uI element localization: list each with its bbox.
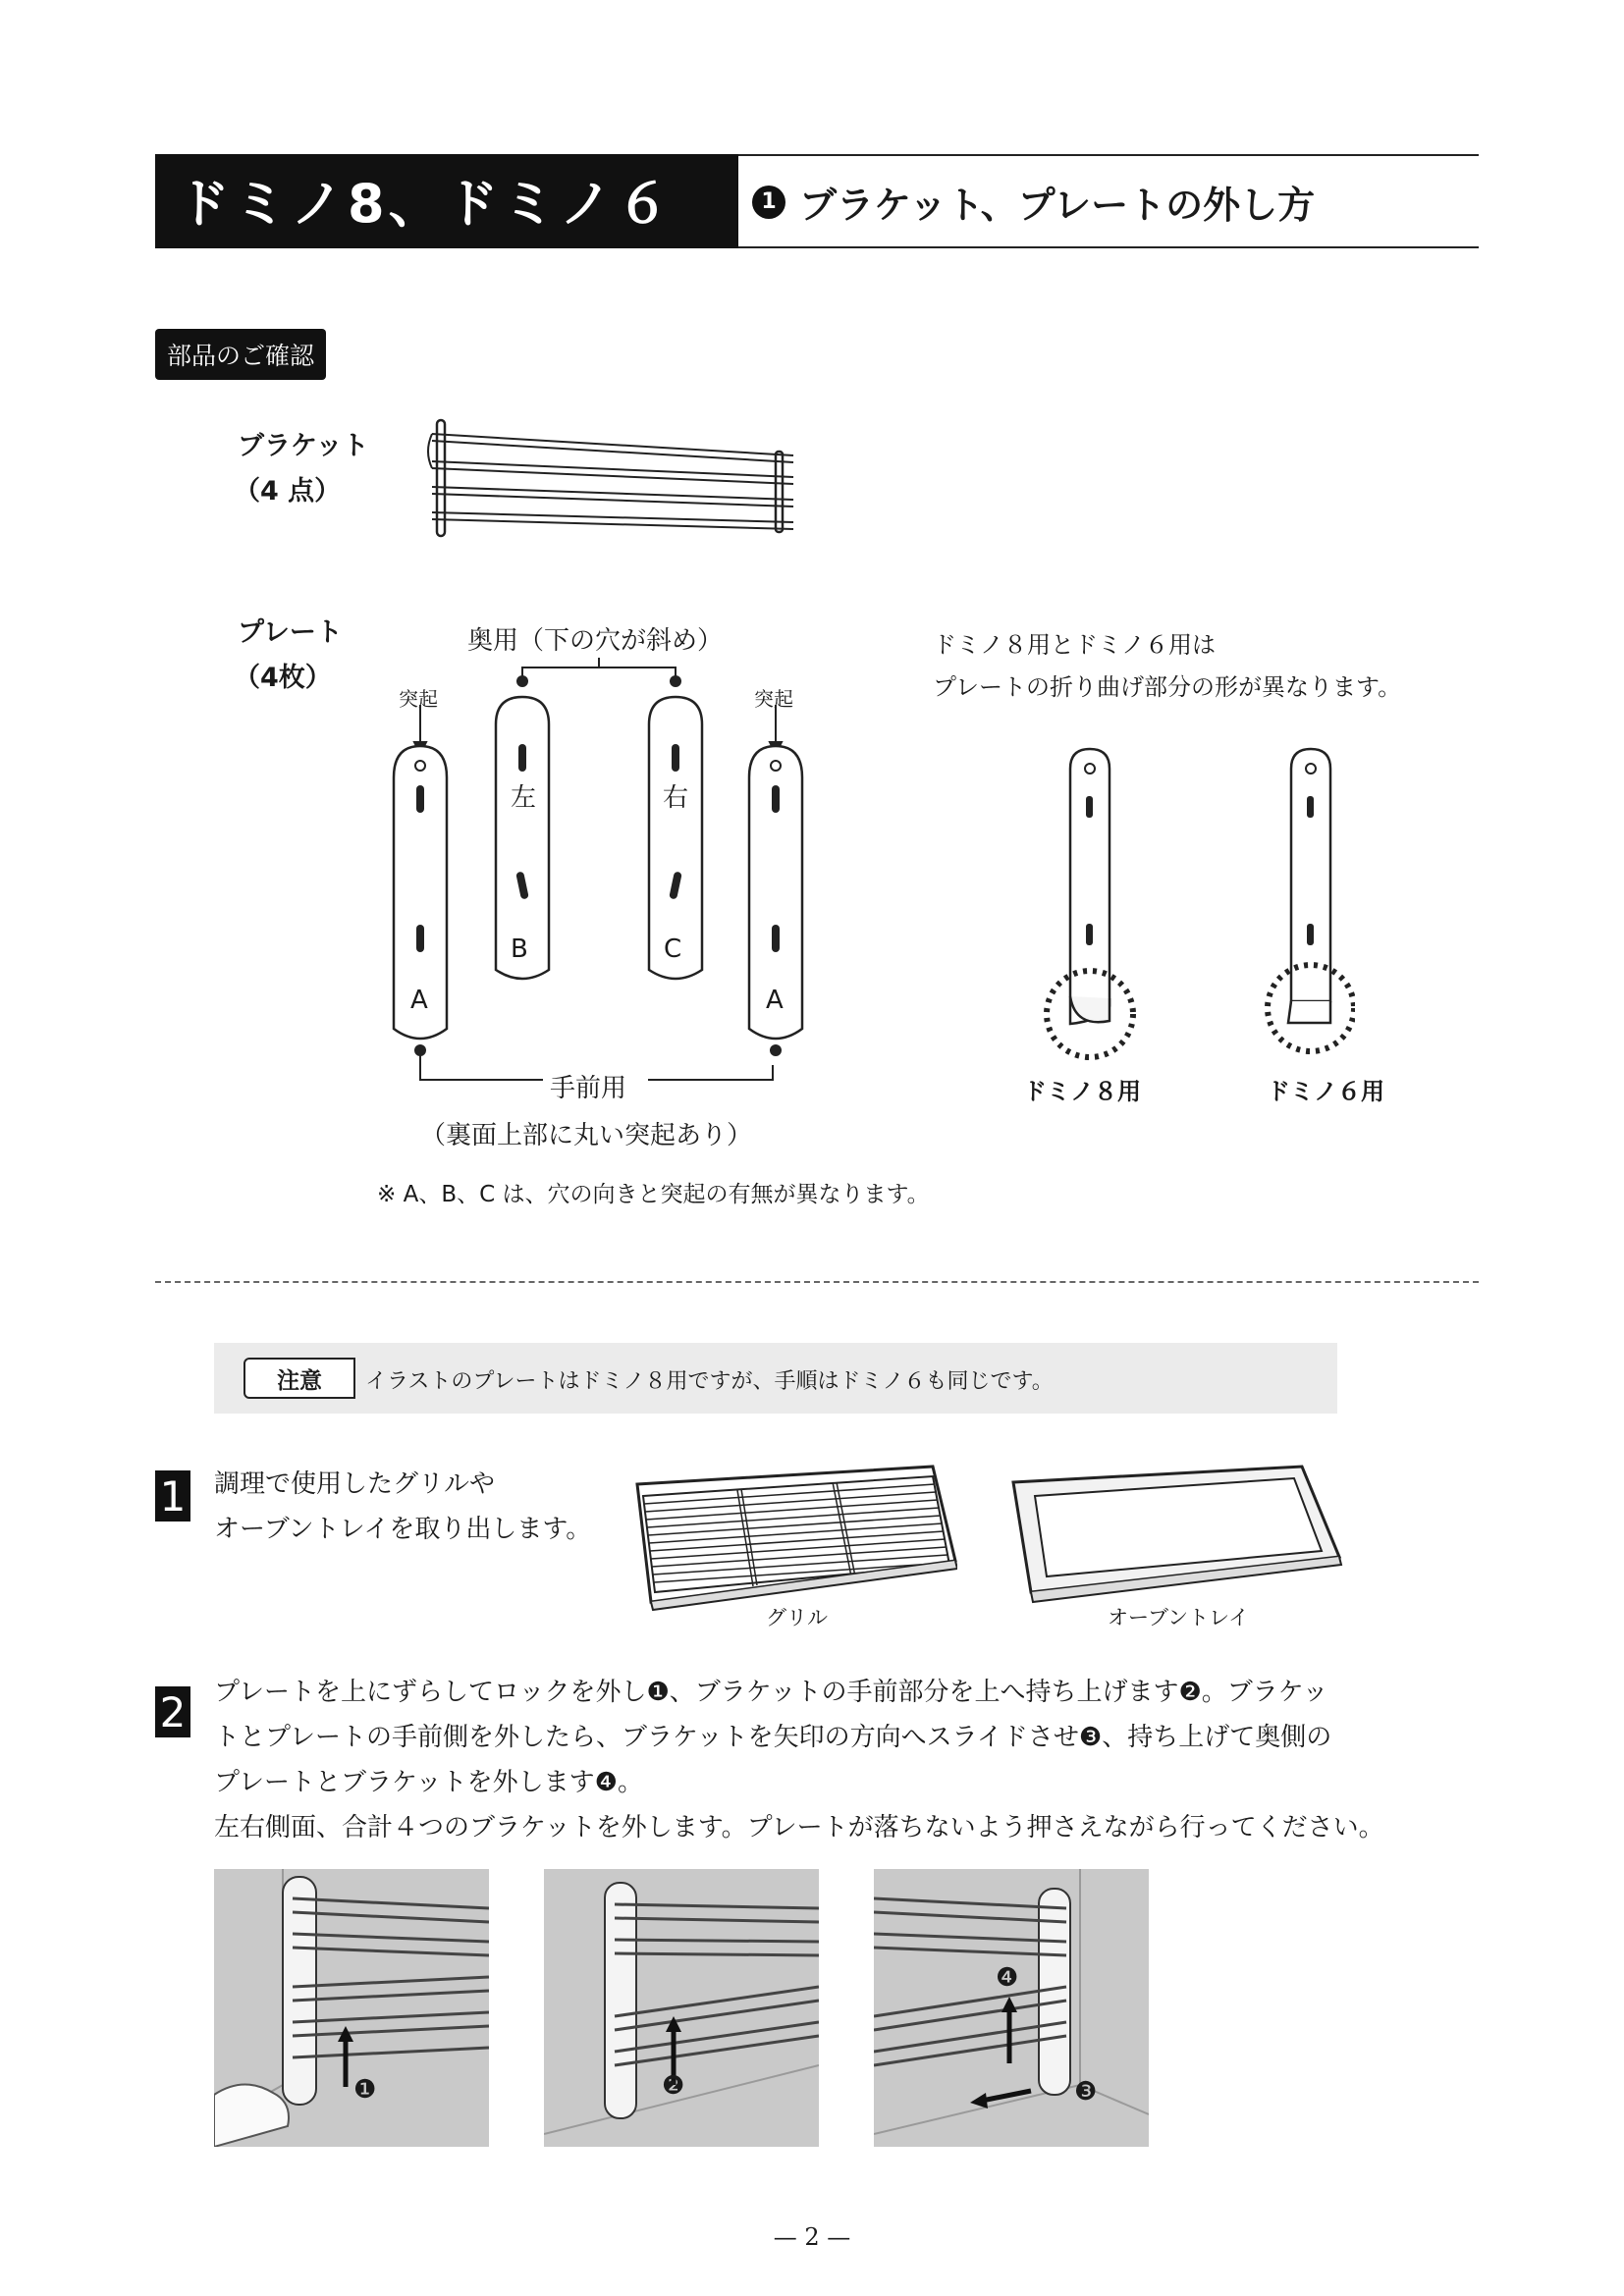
front-use-note: （裏面上部に丸い突起あり）: [420, 1121, 753, 1150]
step2-line1: プレートを上にずらしてロックを外し❶、ブラケットの手前部分を上へ持ち上げます❷。ブラケッ: [214, 1678, 1328, 1707]
plate-left-label: 左: [511, 783, 537, 813]
section-heading: [752, 175, 1315, 229]
note-tag: 注意: [244, 1358, 355, 1399]
grill-illustration: [633, 1455, 957, 1612]
parts-check-badge: 部品のご確認: [155, 329, 326, 380]
step2-photo-3: [874, 1869, 1149, 2147]
marker-4: ❹: [996, 1963, 1019, 1993]
plate-right-label: 右: [663, 783, 689, 813]
plate-a-left-label: A: [410, 986, 428, 1015]
parts-difference-note: ※ A、B、C は、穴の向きと突起の有無が異なります。: [377, 1182, 930, 1207]
marker-3: ❸: [1074, 2077, 1098, 2107]
section-number-badge: 1: [752, 186, 785, 219]
compare-text-line2: プレートの折り曲げ部分の形が異なります。: [933, 673, 1402, 701]
back-use-label: 奥用（下の穴が斜め）: [467, 626, 724, 656]
oven-tray-illustration: [1009, 1455, 1343, 1607]
header-rule-bottom: [738, 246, 1479, 248]
protrusion-label-right: 突起: [754, 687, 793, 711]
step1-line1: 調理で使用したグリルや: [214, 1469, 496, 1499]
bracket-count: （4 点）: [234, 476, 342, 507]
plate-c-label: C: [664, 934, 682, 964]
step2-line4: 左右側面、合計４つのブラケットを外します。プレートが落ちないよう押さえながら行ってください。: [214, 1813, 1384, 1842]
plate-b-label: B: [511, 934, 528, 964]
step2-line2: トとプレートの手前側を外したら、ブラケットを矢印の方向へスライドさせ❸、持ち上げて奥側の: [214, 1723, 1332, 1752]
bracket-illustration: [422, 412, 805, 540]
plate-a-right-label: A: [766, 986, 784, 1015]
protrusion-label-left: 突起: [399, 687, 438, 711]
step2-line3: プレートとブラケットを外します❹。: [214, 1768, 643, 1797]
page-number: — 2 —: [773, 2223, 851, 2251]
section-separator: [155, 1281, 1479, 1283]
domino8-label: ドミノ８用: [1023, 1078, 1141, 1105]
marker-2: ❷: [662, 2071, 685, 2101]
page-title: ドミノ8、ドミノ６: [177, 173, 674, 235]
tray-caption: オーブントレイ: [1108, 1606, 1250, 1629]
header-rule-top: [738, 154, 1479, 156]
step1-line2: オーブントレイを取り出します。: [214, 1515, 592, 1544]
step2-photo-2: [544, 1869, 819, 2147]
front-use-label: 手前用: [550, 1074, 627, 1103]
step1-number: 1: [155, 1470, 190, 1522]
domino6-label: ドミノ６用: [1267, 1078, 1384, 1105]
grill-caption: グリル: [766, 1606, 828, 1629]
step2-photo-1: [214, 1869, 489, 2147]
marker-1: ❶: [353, 2075, 377, 2105]
plate-count: （4枚）: [234, 663, 332, 693]
plate-label: プレート: [238, 617, 343, 648]
section-title: ブラケット、プレートの外し方: [799, 184, 1316, 227]
compare-text-line1: ドミノ８用とドミノ６用は: [933, 631, 1216, 659]
plate-comparison-illustration: [1031, 741, 1355, 1065]
note-text: イラストのプレートはドミノ８用ですが、手順はドミノ６も同じです。: [365, 1369, 1054, 1394]
plates-illustration: [388, 648, 830, 1080]
bracket-label: ブラケット: [238, 431, 369, 461]
step2-number: 2: [155, 1686, 190, 1737]
